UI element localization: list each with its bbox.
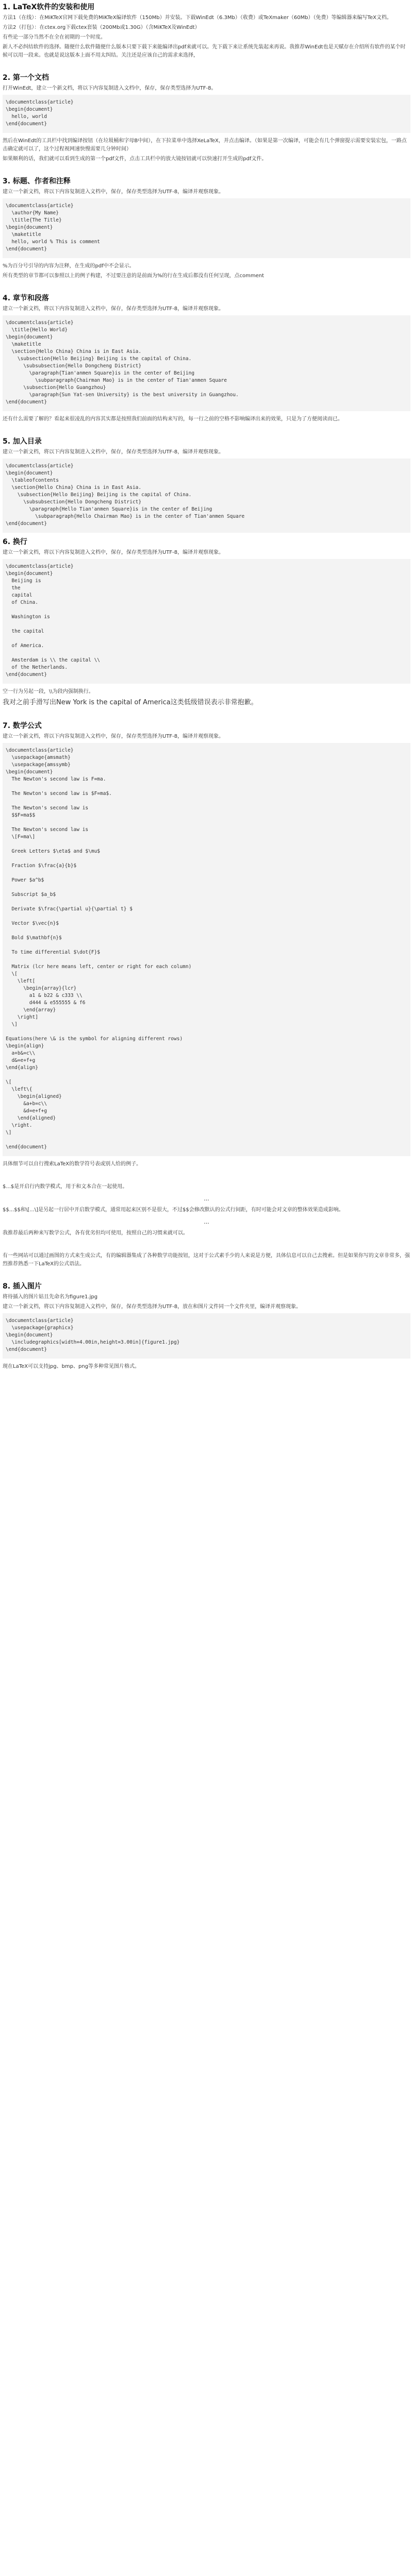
section-title-first-doc: 2. 第一个文档 [3, 74, 49, 82]
code-block: \documentclass{article} \begin{document} Beijing is the capital of China. Washington is the capital of America. Amsterdam is \\ the capital \\ of the Netherlands. \end{document} [3, 559, 410, 684]
paragraph: 建立一个新文档，将以下内容复制进入文档中，保存，保存类型选择为UTF-8，编译并观察现象。 [3, 189, 224, 195]
paragraph: 空一行为另起一段，\\为段内强制换行。 [3, 689, 94, 694]
paragraph: 将待插入的图片姑且先命名为figure1.jpg [3, 1294, 98, 1300]
paragraph: 具体细节可以自行搜索LaTeX的数学符号表或别人给的例子。 [3, 1161, 142, 1167]
section-title-install: 1. LaTeX软件的安装和使用 [3, 3, 95, 11]
paragraph: $...$是开启行内数学模式，用于和文本合在一起使用。 [3, 1184, 128, 1190]
paragraph: 方法2（打包）：在ctex.org下载ctex套装（200Mb或1.30G）（含MiKTeX及WinEdt） [3, 25, 200, 30]
paragraph: 有一些网站可以通过画图的方式来生成公式，有的编辑器集成了各种数学功能按钮，这对于公式素手少的人来说是方便，具体信息可以自己去搜索。但是如果你写的文章非常多，强烈推荐熟悉一下LaTeX的公式语法。 [3, 1253, 410, 1267]
paragraph: 建立一个新文档，将以下内容复制进入文档中，保存，保存类型选择为UTF-8，放在和图片文件同一个文件夹里，编译并观察现象。 [3, 1304, 302, 1310]
section-title-linebreak: 6. 换行 [3, 538, 27, 546]
section-title-images: 8. 插入图片 [3, 1282, 42, 1291]
section-title-title-author: 3. 标题、作者和注释 [3, 177, 71, 185]
code-block: \documentclass{article} \usepackage{amsmath} \usepackage{amssymb} \begin{document} The Newton's second law is F=ma. The Newton's second law is $F=ma$. The Newton's second law is $$F=ma$$ The Newton's second law is \[F=ma\] Greek Letters $\eta$ and $\mu$ Fraction $\frac{a}{b}$ Power $a^b$ Subscript $a_b$ Derivate $\frac{\partial u}{\partial t} $ Vector $\vec{n}$ Bold $\mathbf{n}$ To time differential $\dot{F}$ Matrix (lcr here means left, center or right for each column) \[ \left[ \begin{array}{lcr} a1 & b22 & c333 \\ d444 & e555555 & f6 \end{array} \right] \] Equations(here \& is the symbol for aligning different rows) \begin{align} a+b&=c\\ d&=e+f+g \end{align} \[ \left\{ \begin{aligned} &a+b=c\\ &d=e+f+g \end{aligned} \right. \] \end{document} [3, 743, 410, 1156]
ellipsis: ... [204, 1218, 209, 1225]
paragraph: 建立一个新文档，将以下内容复制进入文档中，保存，保存类型选择为UTF-8，编译并观察现象。 [3, 734, 224, 739]
paragraph: 如果顺利的话，我们就可以看到生成的第一个pdf文件，点击工具栏中的放大镜按钮就可以快速打开生成的pdf文件。 [3, 156, 267, 162]
paragraph: $$...$$和\[...\]是另起一行居中开启数学模式，通常用起来区别不是很大，不过$$会修改默认的公式行间距，有时可能会对文章的整体效果造成影响。 [3, 1207, 344, 1213]
section-title-math: 7. 数学公式 [3, 722, 42, 730]
code-block: \documentclass{article} \author{My Name} \title{The Title} \begin{document} \maketitle hello, world % This is comment \end{document} [3, 198, 410, 258]
paragraph: 建立一个新文档，将以下内容复制进入文档中，保存，保存类型选择为UTF-8，编译并观察现象。 [3, 550, 224, 555]
code-block: \documentclass{article} \begin{document} \tableofcontents \section{Hello China} China is in East Asia. \subsection{Hello Beijing} Beijing is the capital of China. \subsubsection{Hello Dongcheng District} \paragraph{Hello Tian'anmen Square}is in the center of Beijing \subparagraph{Hello Chairman Mao} is in the center of Tian'anmen Square \end{document} [3, 459, 410, 533]
paragraph: %为百分号引导的内容为注释，在生成的pdf中不会显示。 [3, 263, 135, 269]
section-title-toc: 5. 加入目录 [3, 437, 42, 446]
paragraph: 有些论一部分当然不在全在初期的一个时度。 [3, 35, 106, 40]
paragraph: 打开WinEdt，建立一个新文档，将以下内容复制进入文档中，保存，保存类型选择为UTF-8。 [3, 86, 217, 91]
paragraph: 还有什么需要了解的？看起来很凌乱的内容其实都是按照我们前面的结构来写的，每一行之前的空格不影响编译出来的效果，只是为了方便阅读而已。 [3, 416, 343, 422]
code-block: \documentclass{article} \begin{document} hello, world \end{document} [3, 95, 410, 133]
ellipsis: ... [204, 1195, 209, 1202]
code-block: \documentclass{article} \title{Hello World} \begin{document} \maketitle \section{Hello China} China is in East Asia. \subsection{Hello Beijing} Beijing is the capital of China. \subsubsection{Hello Dongcheng District} \paragraph{Tian'anmen Square}is in the center of Beijing \subparagraph{Chairman Mao} is in the center of Tian'anmen Square \subsection{Hello Guangzhou} \paragraph{Sun Yat-sen University} is the best university in Guangzhou. \end{document} [3, 315, 410, 411]
section-title-sections: 4. 章节和段落 [3, 294, 49, 302]
code-block: \documentclass{article} \usepackage{graphicx} \begin{document} \includegraphics[width=4.00in,height=3.00in]{figure1.jpg} \end{document} [3, 1313, 410, 1359]
paragraph: 现在LaTeX可以支持jpg、bmp、png等多种常见图片格式。 [3, 1364, 140, 1369]
paragraph: 我推荐最后两种来写数学公式，各有优劣但均可使用，按照自己的习惯来就可以。 [3, 1230, 188, 1236]
paragraph: 建立一个新文档，将以下内容复制进入文档中，保存，保存类型选择为UTF-8，编译并观察现象。 [3, 306, 224, 312]
paragraph: 所有类型的章节都可以参照以上的例子构建，不过要注意的是前面为%的行在生成后都没有任何呈现，点comment [3, 273, 265, 279]
paragraph: 然后在WinEdt的工具栏中找到编译按钮（在垃圾桶和字母B中间），在下拉菜单中选择XeLaTeX，并点击编译。（如果是第一次编译，可能会有几个弹窗提示需要安装宏包，一路点击确定就可以了，这个过程视网速快慢需要几分钟时间） [3, 138, 407, 152]
paragraph: 新人不必纠结软件的选择。随便什么软件随便什么版本只要下载下来能编译出pdf来就可以。先下载下来让系统先装起来再说。我推荐WinEdt也是天赋存在介绍所有软件的某个时候可以用一段来。也就是说这版本上面不用太纠结。关注还是应该自己的需求来选择， [3, 44, 406, 58]
paragraph: 我对之前手滑写出New York is the capital of America这类低级错误表示非常抱歉。 [3, 699, 258, 706]
paragraph: 建立一个新文档，将以下内容复制进入文档中，保存，保存类型选择为UTF-8，编译并观察现象。 [3, 449, 224, 455]
paragraph: 方法1（在线）：在MiKTeX官网下载免费的MiKTeX编译软件（150Mb）并安装。下载WinEdt（6.3Mb）（收费）或TeXmaker（60Mb）（免费）等编辑器来编写TeX文档。 [3, 15, 392, 21]
